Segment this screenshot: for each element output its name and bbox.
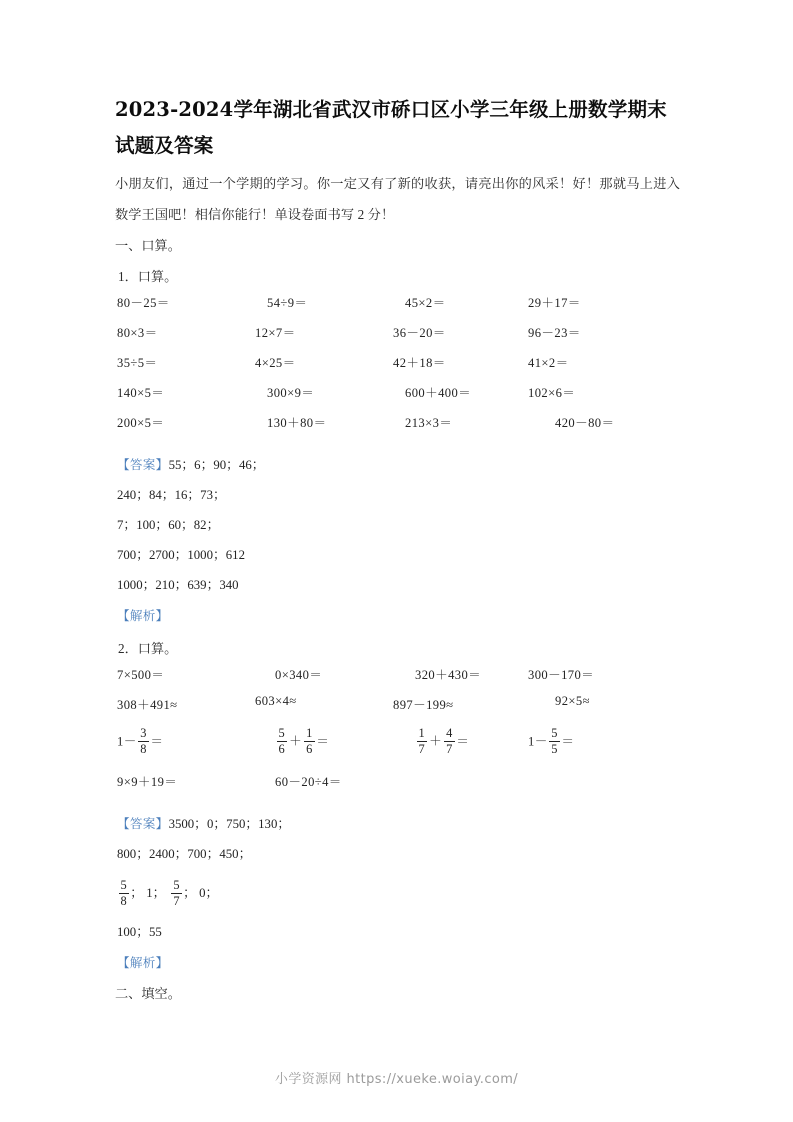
analysis-tag: 【解析】: [117, 955, 169, 970]
expression: 420－80＝: [555, 416, 615, 430]
expression: 300×9＝: [267, 386, 315, 400]
answer-line: [115, 450, 680, 480]
fraction-denominator: 8: [120, 893, 127, 908]
expression: 92×5≈: [555, 694, 590, 708]
question-2-prompt: 口算。: [137, 641, 178, 656]
question-1-answer-block: [115, 450, 680, 631]
answer-fraction-separator: ； 1；: [130, 886, 166, 900]
fraction: [304, 727, 315, 756]
answer-line: 240；84；16；73；: [117, 488, 226, 502]
analysis-block-1: [115, 600, 680, 631]
fraction-expression: [117, 728, 163, 757]
fraction-operator: ＋: [429, 734, 443, 749]
question-1-prompt: 口算。: [137, 269, 178, 284]
expression: 130＋80＝: [267, 416, 327, 430]
expression-row: [115, 292, 680, 322]
footer-watermark: 小学资源网 https://xueke.woiay.com/: [274, 1072, 519, 1087]
document-content: [115, 92, 680, 1009]
expression: 12×7＝: [255, 326, 296, 340]
answer-fraction-separator: ； 0；: [183, 886, 219, 900]
expression: 603×4≈: [255, 694, 297, 708]
expression: 9×9＋19＝: [117, 775, 178, 789]
expression: 320＋430＝: [415, 668, 482, 682]
question-2-expressions: [115, 664, 680, 801]
expression: 200×5＝: [117, 416, 165, 430]
expression-row: [115, 664, 680, 694]
fraction-numerator: 1: [306, 726, 313, 740]
expression: 308＋491≈: [117, 698, 178, 712]
expression: 29＋17＝: [528, 296, 581, 310]
answer-line: 7；100；60；82；: [117, 518, 220, 532]
fraction-numerator: 5: [120, 877, 127, 892]
answer-line: 700；2700；1000；612: [117, 548, 245, 562]
fraction-numerator: 4: [446, 726, 453, 740]
fraction-denominator: 7: [173, 893, 180, 908]
expression: 213×3＝: [405, 416, 453, 430]
expression-row: [115, 352, 680, 382]
analysis-block-2: [115, 947, 680, 978]
expression: 300－170＝: [528, 668, 595, 682]
expression: 0×340＝: [275, 668, 323, 682]
fraction: [417, 727, 428, 756]
intro-paragraph: 小朋友们，通过一个学期的学习。你一定又有了新的收获，请亮出你的风采！好！那就马上进入数学王国吧！相信你能行！单设卷面书写 2 分！: [115, 176, 680, 222]
fraction-expression: [528, 728, 574, 757]
expression: 54÷9＝: [267, 296, 308, 310]
answer-tag: 【答案】: [117, 816, 169, 831]
expression: 45×2＝: [405, 296, 446, 310]
fraction-lead: 1－: [528, 734, 548, 749]
fraction-numerator: 5: [173, 877, 180, 892]
expression: 4×25＝: [255, 356, 296, 370]
fraction-expression-row: [115, 724, 680, 771]
answer-line: 800；2400；700；450；: [117, 847, 252, 861]
page-title: 2023-2024学年湖北省武汉市硚口区小学三年级上册数学期末试题及答案: [115, 98, 667, 157]
answer-tag: 【答案】: [117, 457, 169, 472]
fraction-expression: [415, 728, 469, 757]
fraction-numerator: 5: [278, 726, 286, 740]
fraction-denominator: 5: [551, 742, 558, 757]
fraction-numerator: 3: [140, 726, 147, 740]
expression: 7×500＝: [117, 668, 165, 682]
fraction-denominator: 7: [446, 742, 453, 757]
fraction-denominator: 6: [306, 742, 313, 757]
fraction-lead: 1－: [117, 734, 137, 749]
fraction-trail: ＝: [456, 734, 470, 749]
answer-line: 100；55: [117, 925, 162, 939]
expression-row: [115, 771, 680, 801]
expression-row: [115, 322, 680, 352]
expression-row: [115, 694, 680, 724]
answer-fraction-line: [115, 869, 680, 917]
expression-row: [115, 412, 680, 442]
fraction-trail: ＝: [561, 734, 575, 749]
expression: 80×3＝: [117, 326, 158, 340]
fraction-numerator: 1: [418, 726, 426, 740]
expression: 102×6＝: [528, 386, 576, 400]
question-2-answer-block: [115, 809, 680, 978]
fraction-denominator: 7: [418, 742, 426, 757]
question-1-label: [115, 261, 680, 292]
question-2-label: [115, 633, 680, 664]
fraction: [444, 727, 455, 756]
question-2-number: 2．: [118, 641, 138, 656]
fraction: [119, 879, 129, 908]
section-heading-two: 二、填空。: [115, 986, 181, 1001]
answer-text: 55；6；90；46；: [168, 458, 265, 472]
expression: 60－20÷4＝: [275, 775, 342, 789]
answer-text: 3500；0；750；130；: [168, 817, 291, 831]
expression: 600＋400＝: [405, 386, 472, 400]
expression: 35÷5＝: [117, 356, 158, 370]
fraction-operator: ＋: [289, 734, 303, 749]
expression: 140×5＝: [117, 386, 165, 400]
fraction: [138, 727, 149, 756]
expression: 41×2＝: [528, 356, 569, 370]
question-1-number: 1．: [118, 269, 138, 284]
analysis-tag: 【解析】: [117, 608, 169, 623]
question-1-expressions: [115, 292, 680, 442]
fraction-denominator: 8: [140, 742, 147, 757]
fraction: [277, 727, 288, 756]
fraction: [171, 879, 181, 908]
fraction-expression: [275, 728, 329, 757]
expression-row: [115, 382, 680, 412]
answer-line: [115, 809, 680, 839]
answer-line: 1000；210；639；340: [117, 578, 239, 592]
expression: 96－23＝: [528, 326, 581, 340]
expression: 36－20＝: [393, 326, 446, 340]
expression: 42＋18＝: [393, 356, 446, 370]
fraction-trail: ＝: [316, 734, 330, 749]
fraction-denominator: 6: [278, 742, 286, 757]
expression: 897－199≈: [393, 698, 454, 712]
section-heading-one: 一、口算。: [115, 238, 181, 253]
expression: 80－25＝: [117, 296, 170, 310]
fraction: [549, 727, 560, 756]
fraction-numerator: 5: [551, 726, 558, 740]
fraction-trail: ＝: [150, 734, 164, 749]
